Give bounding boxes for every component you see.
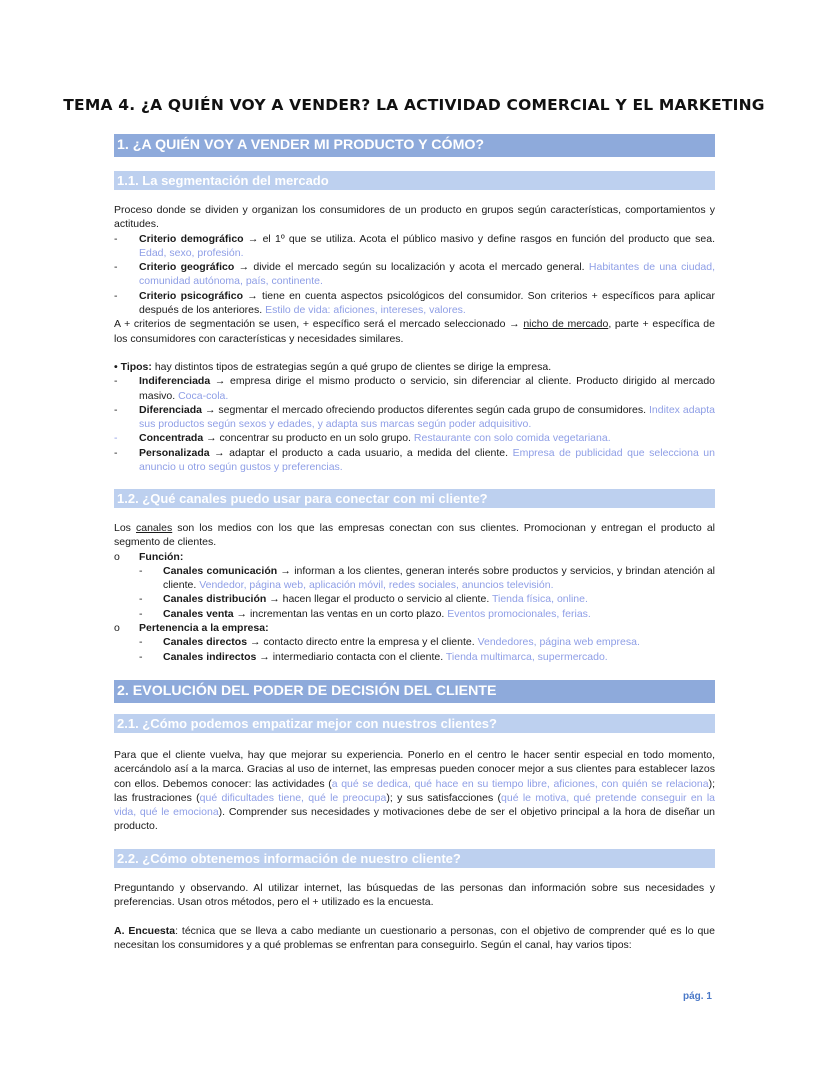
list-item: - Canales indirectos → intermediario contacta con el cliente. Tienda multimarca, supermercado. bbox=[139, 650, 608, 663]
section-2-2-heading: 2.2. ¿Cómo obtenemos información de nuestro cliente? bbox=[114, 849, 715, 868]
list-item: o Función: bbox=[114, 550, 184, 563]
list-item: - Canales directos → contacto directo entre la empresa y el cliente. Vendedores, página web empresa. bbox=[139, 636, 640, 649]
paragraph: • Tipos: hay distintos tipos de estrategias según a qué grupo de clientes se dirige la empresa. bbox=[114, 360, 552, 373]
section-1-1-heading: 1.1. La segmentación del mercado bbox=[114, 171, 715, 190]
section-1-2-heading: 1.2. ¿Qué canales puedo usar para conectar con mi cliente? bbox=[114, 489, 715, 508]
section-1-2-body bbox=[114, 521, 715, 664]
list-item: - Criterio demográfico → el 1º que se utiliza. Acota el público masivo y define rasgos en función del producto que sea. Edad, sexo, profesión. bbox=[114, 232, 715, 259]
list-item: - Concentrada → concentrar su producto en un solo grupo. Restaurante con solo comida vegetariana. bbox=[114, 432, 611, 445]
list-item: - Indiferenciada → empresa dirige el mismo producto o servicio, sin diferenciar al cliente. Producto dirigido al mercado masivo. Coca-cola. bbox=[114, 375, 715, 402]
list-item: - Personalizada → adaptar el producto a cada usuario, a medida del cliente. Empresa de publicidad que selecciona un anuncio u otro según gustos y preferencias. bbox=[114, 446, 715, 474]
list-item: - Criterio geográfico → divide el mercado según su localización y acota el mercado general. Habitantes de una ciudad, comunidad autónoma, país, continente. bbox=[114, 261, 716, 288]
section-1-heading: 1. ¿A QUIÉN VOY A VENDER MI PRODUCTO Y CÓMO? bbox=[114, 134, 715, 157]
list-item: - Criterio psicográfico → tiene en cuenta aspectos psicológicos del consumidor. Son criterios + específicos para aplicar después de los anteriores. Estilo de vida: aficiones, intereses, valores. bbox=[114, 289, 715, 317]
paragraph: Preguntando y observando. Al utilizar internet, las búsquedas de las personas dan información sobre sus necesidades y preferencias. Usan otros métodos, pero el + utilizado es la encuesta. bbox=[114, 882, 715, 909]
list-item: - Canales distribución → hacen llegar el producto o servicio al cliente. Tienda física, online. bbox=[139, 593, 588, 606]
list-item: - Canales comunicación → informan a los clientes, generan interés sobre productos y servicios, y brindan atención al cliente. Vendedor, página web, aplicación móvil, redes sociales, anuncios televisión. bbox=[139, 564, 715, 592]
paragraph: A. Encuesta: técnica que se lleva a cabo mediante un cuestionario a personas, con el objetivo de comprender qué es lo que necesitan los consumidores y a qué problemas se enfrentan para conseguirlo. Según el canal, hay varios tipos: bbox=[114, 924, 715, 951]
paragraph: Para que el cliente vuelva, hay que mejorar su experiencia. Ponerlo en el centro le hacer sentir especial en todo momento, acercándolo así a la marca. Gracias al uso de internet, las empresas pueden conocer mejor a sus clientes para establecer lazos con ellos. Debemos conocer: las actividades (a qué se dedica, qué hace en su tiempo libre, aficiones, con quién se relaciona); las frustraciones (qué dificultades tiene, qué le preocupa); y sus satisfacciones (qué le motiva, qué pretende conseguir en la vida, qué le emociona). Comprender sus necesidades y motivaciones debe de ser el objetivo principal a la hora de diseñar un producto. bbox=[114, 749, 716, 833]
document-title: TEMA 4. ¿A QUIÉN VOY A VENDER? LA ACTIVIDAD COMERCIAL Y EL MARKETING bbox=[63, 96, 765, 114]
section-2-2-body bbox=[114, 881, 715, 952]
paragraph: Proceso donde se dividen y organizan los consumidores de un producto en grupos según características, comportamientos y actitudes. bbox=[114, 204, 715, 231]
page-number: pág. 1 bbox=[683, 991, 712, 1002]
list-item: - Diferenciada → segmentar el mercado ofreciendo productos diferentes según cada grupo de consumidores. Inditex adapta sus productos según sexos y edades, y adapta sus marcas según poder adquisitivo. bbox=[114, 403, 716, 431]
section-2-1-body bbox=[114, 748, 715, 834]
section-2-heading: 2. EVOLUCIÓN DEL PODER DE DECISIÓN DEL CLIENTE bbox=[114, 680, 715, 703]
list-item: - Canales venta → incrementan las ventas en un corto plazo. Eventos promocionales, ferias. bbox=[139, 607, 591, 620]
list-item: o Pertenencia a la empresa: bbox=[114, 622, 269, 635]
section-1-1-body bbox=[114, 203, 715, 474]
paragraph: Los canales son los medios con los que las empresas conectan con sus clientes. Promocionan y entregan el producto al segmento de clientes. bbox=[114, 522, 715, 549]
paragraph: A + criterios de segmentación se usen, + específico será el mercado seleccionado → nicho de mercado, parte + específica de los consumidores con características y necesidades similares. bbox=[114, 318, 715, 345]
section-2-1-heading: 2.1. ¿Cómo podemos empatizar mejor con nuestros clientes? bbox=[114, 714, 715, 733]
